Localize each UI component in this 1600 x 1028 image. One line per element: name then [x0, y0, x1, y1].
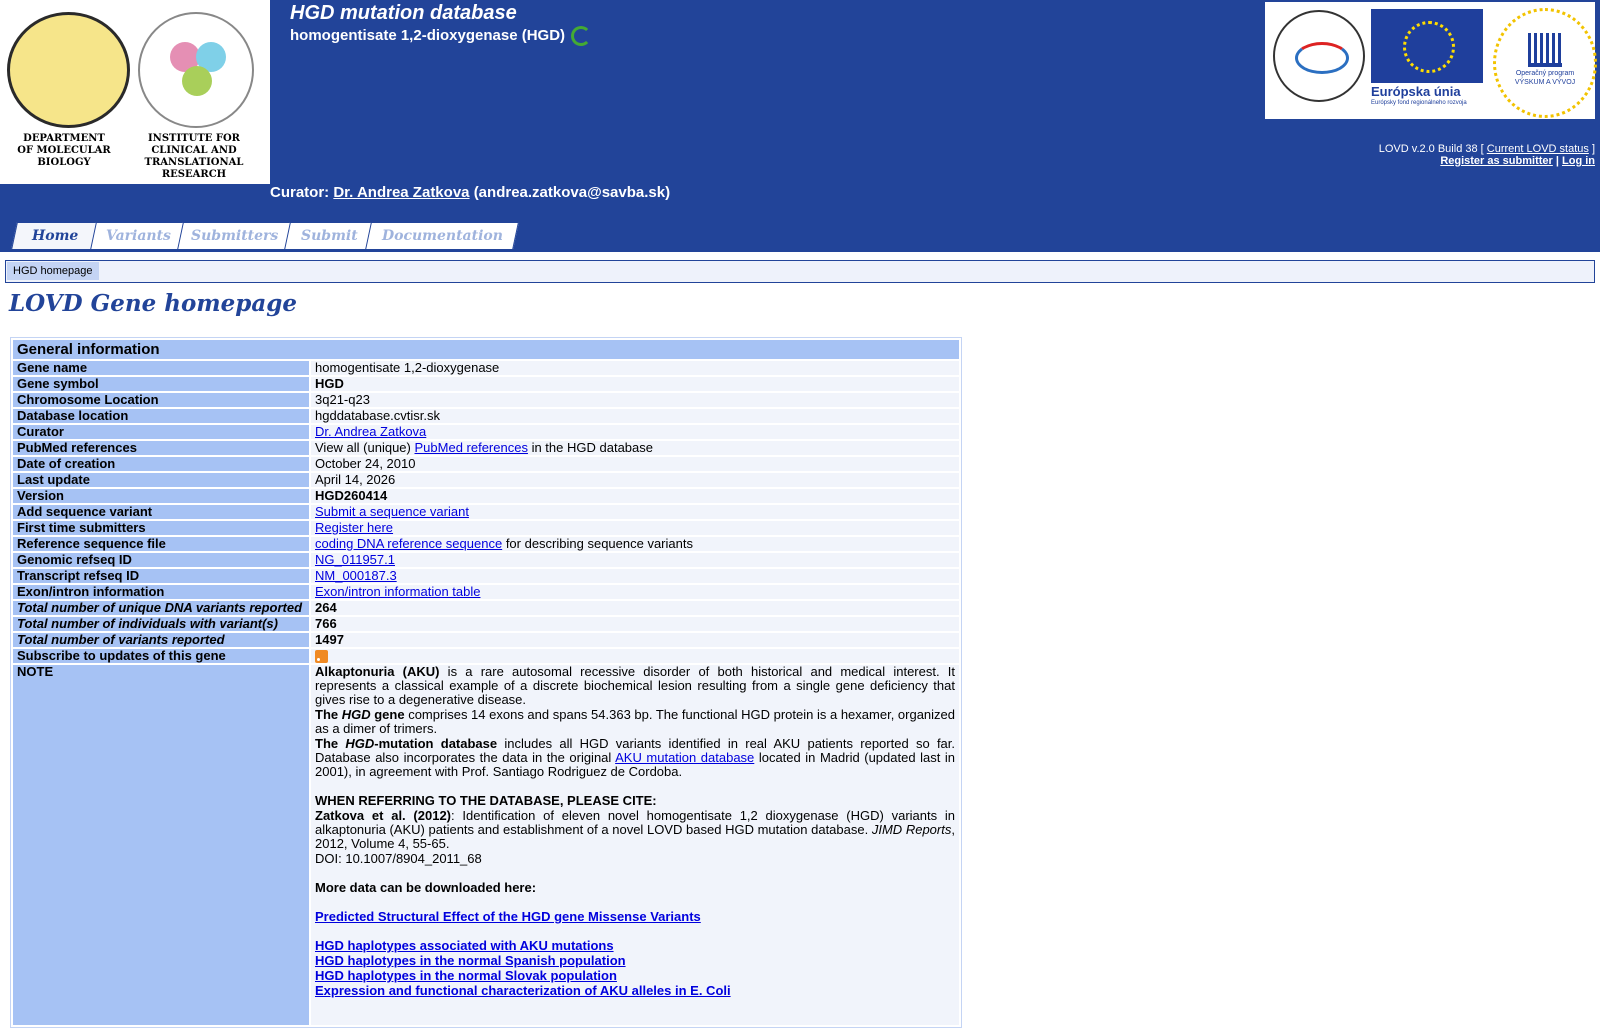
register-here-link[interactable]: Register here [315, 520, 394, 535]
table-row [13, 633, 959, 647]
value-version: HGD260414 [311, 489, 959, 503]
value-individuals: 766 [311, 617, 959, 631]
note-aku-title: Alkaptonuria (AKU) [315, 664, 440, 680]
pubmed-pre: View all (unique) [315, 440, 411, 455]
label-version: Version [13, 489, 309, 503]
note-db-end: located in Madrid (updated last in 2001), in agreement with Prof. Santiago Rodriguez de Cordoba. [315, 750, 955, 780]
label-genomic: Genomic refseq ID [13, 553, 309, 567]
page-header [0, 0, 1600, 249]
note-aku-text: is a rare autosomal recessive disorder of both historical and medical interest. It represents a classical example of a discrete biochemical lesion resulting from a single gene deficiency that gives rise to a degenerative disease. [315, 664, 956, 708]
institute-logo-text: INSTITUTE FOR CLINICAL AND TRANSLATIONAL RESEARCH [144, 133, 244, 180]
table-row [13, 649, 959, 663]
table-row [13, 521, 959, 535]
pubmed-link[interactable]: PubMed references [414, 440, 528, 455]
section-header: General information [13, 340, 959, 359]
refseq-link[interactable]: coding DNA reference sequence [315, 536, 503, 551]
site-title: HGD mutation database [290, 2, 517, 24]
table-row [13, 425, 959, 439]
note-the-2: The [315, 736, 346, 752]
exon-table-link[interactable]: Exon/intron information table [315, 584, 481, 599]
dept-logo-text: DEPARTMENT OF MOLECULAR BIOLOGY [17, 133, 111, 168]
table-row [13, 569, 959, 583]
cvti-logo [1273, 10, 1365, 102]
curator-name-link[interactable]: Dr. Andrea Zatkova [333, 184, 470, 201]
eu-flag [1371, 9, 1483, 83]
note-content [311, 665, 959, 1025]
note-gene-text: comprises 14 exons and spans 54.363 bp. The functional HGD protein is a hexamer, organized as a dimer of trimers. [315, 707, 956, 737]
lovd-version-box [1379, 143, 1595, 167]
register-submitter-link[interactable]: Register as submitter [1440, 155, 1553, 167]
label-unique-variants: Total number of unique DNA variants reported [13, 601, 309, 615]
label-date-created: Date of creation [13, 457, 309, 471]
label-pubmed: PubMed references [13, 441, 309, 455]
table-row [13, 553, 959, 567]
value-variants-reported: 1497 [311, 633, 959, 647]
value-db-location: hgddatabase.cvtisr.sk [311, 409, 959, 423]
table-row [13, 585, 959, 599]
eu-label: Európska únia [1371, 84, 1461, 99]
label-curator: Curator [13, 425, 309, 439]
university-seal [7, 12, 130, 128]
download-link-haplotypes-aku[interactable]: HGD haplotypes associated with AKU mutations [315, 938, 614, 954]
table-row [13, 441, 959, 455]
label-refseq: Reference sequence file [13, 537, 309, 551]
cite-doi: DOI: 10.1007/8904_2011_68 [315, 851, 482, 867]
version-text: LOVD v.2.0 Build 38 [ [1378, 143, 1484, 155]
eu-stars-icon [1403, 21, 1455, 73]
eu-sublabel: Európsky fond regionálneho rozvoja [1371, 100, 1467, 106]
refresh-icon[interactable] [571, 26, 591, 46]
table-row [13, 409, 959, 423]
genomic-id-link[interactable]: NG_011957.1 [315, 552, 395, 567]
value-gene-name: homogentisate 1,2-dioxygenase [311, 361, 959, 375]
op-logo [1493, 8, 1597, 118]
tab-home[interactable]: Home [11, 222, 99, 250]
table-row [13, 665, 959, 1025]
more-data-heading: More data can be downloaded here: [315, 880, 537, 896]
note-hgd-symbol: HGD [345, 736, 375, 752]
transcript-id-link[interactable]: NM_000187.3 [315, 568, 397, 583]
login-link[interactable]: Log in [1562, 155, 1595, 167]
value-chromosome: 3q21-q23 [311, 393, 959, 407]
cite-authors: Zatkova et al. (2012) [315, 808, 452, 824]
submit-variant-link[interactable]: Submit a sequence variant [315, 504, 469, 519]
label-first-time: First time submitters [13, 521, 309, 535]
label-gene-name: Gene name [13, 361, 309, 375]
breadcrumb [5, 260, 1595, 283]
table-row [13, 489, 959, 503]
tab-submit[interactable]: Submit [284, 222, 374, 250]
cite-volume: , 2012, Volume 4, 55-65. [315, 822, 955, 852]
label-note: NOTE [13, 665, 309, 1025]
rss-feed-icon[interactable] [315, 650, 328, 663]
site-subtitle [290, 26, 591, 46]
aku-database-link[interactable]: AKU mutation database [615, 750, 755, 766]
pubmed-post: in the HGD database [531, 440, 653, 455]
lovd-status-link[interactable]: Current LOVD status [1486, 143, 1589, 155]
label-last-update: Last update [13, 473, 309, 487]
note-the: The [315, 707, 342, 723]
cite-text: : Identification of eleven novel homogentisate 1,2 dioxygenase (HGD) variants in alkaptonuria (AKU) patients and establishment of a novel LOVD based HGD mutation database. [315, 808, 956, 838]
note-gene-word: gene [370, 707, 405, 723]
value-date-created: October 24, 2010 [311, 457, 959, 471]
refseq-post: for describing sequence variants [505, 536, 693, 551]
gene-info-table [10, 337, 962, 1028]
link-separator: | [1555, 155, 1559, 167]
curator-line [270, 184, 670, 201]
table-row [13, 601, 959, 615]
table-row [13, 537, 959, 551]
table-row [13, 473, 959, 487]
institution-logos [0, 0, 270, 184]
label-gene-symbol: Gene symbol [13, 377, 309, 391]
value-last-update: April 14, 2026 [311, 473, 959, 487]
label-exon: Exon/intron information [13, 585, 309, 599]
download-link-structural[interactable]: Predicted Structural Effect of the HGD gene Missense Variants [315, 909, 701, 925]
table-row [13, 393, 959, 407]
curator-link[interactable]: Dr. Andrea Zatkova [315, 424, 427, 439]
label-chromosome: Chromosome Location [13, 393, 309, 407]
value-unique-variants: 264 [311, 601, 959, 615]
tab-submitters[interactable]: Submitters [177, 222, 293, 250]
cite-heading: WHEN REFERRING TO THE DATABASE, PLEASE CITE: [315, 793, 657, 809]
table-row [13, 457, 959, 471]
brc-logo [138, 12, 254, 128]
curator-label: Curator: [270, 184, 330, 201]
gene-full-name: homogentisate 1,2-dioxygenase (HGD) [290, 26, 566, 44]
tab-underline [0, 249, 1600, 252]
tab-variants[interactable]: Variants [90, 222, 186, 250]
download-link-haplotypes-slovak[interactable]: HGD haplotypes in the normal Slovak population [315, 968, 617, 984]
version-close: ] [1591, 143, 1595, 155]
table-row [13, 377, 959, 391]
download-link-expression[interactable]: Expression and functional characterization of AKU alleles in E. Coli [315, 983, 731, 999]
note-db-word: -mutation database [374, 736, 498, 752]
table-row [13, 361, 959, 375]
tab-documentation[interactable]: Documentation [365, 222, 519, 250]
label-db-location: Database location [13, 409, 309, 423]
eu-logos [1265, 2, 1595, 119]
label-variants-reported: Total number of variants reported [13, 633, 309, 647]
value-gene-symbol: HGD [311, 377, 959, 391]
page-title: LOVD Gene homepage [9, 290, 297, 317]
table-row [13, 617, 959, 631]
label-subscribe: Subscribe to updates of this gene [13, 649, 309, 663]
label-individuals: Total number of individuals with variant(s) [13, 617, 309, 631]
breadcrumb-item[interactable]: HGD homepage [7, 262, 99, 280]
note-gene-symbol: HGD [341, 707, 371, 723]
label-add-variant: Add sequence variant [13, 505, 309, 519]
op-label: Operačný program VÝSKUM A VÝVOJ [1514, 70, 1576, 86]
download-link-haplotypes-spanish[interactable]: HGD haplotypes in the normal Spanish population [315, 953, 626, 969]
note-db-text: includes all HGD variants identified in real AKU patients reported so far. Database also incorporates the data in the original [315, 736, 956, 766]
table-row [13, 505, 959, 519]
label-transcript: Transcript refseq ID [13, 569, 309, 583]
cite-journal: JIMD Reports [871, 822, 952, 838]
curator-email: (andrea.zatkova@savba.sk) [473, 184, 671, 201]
